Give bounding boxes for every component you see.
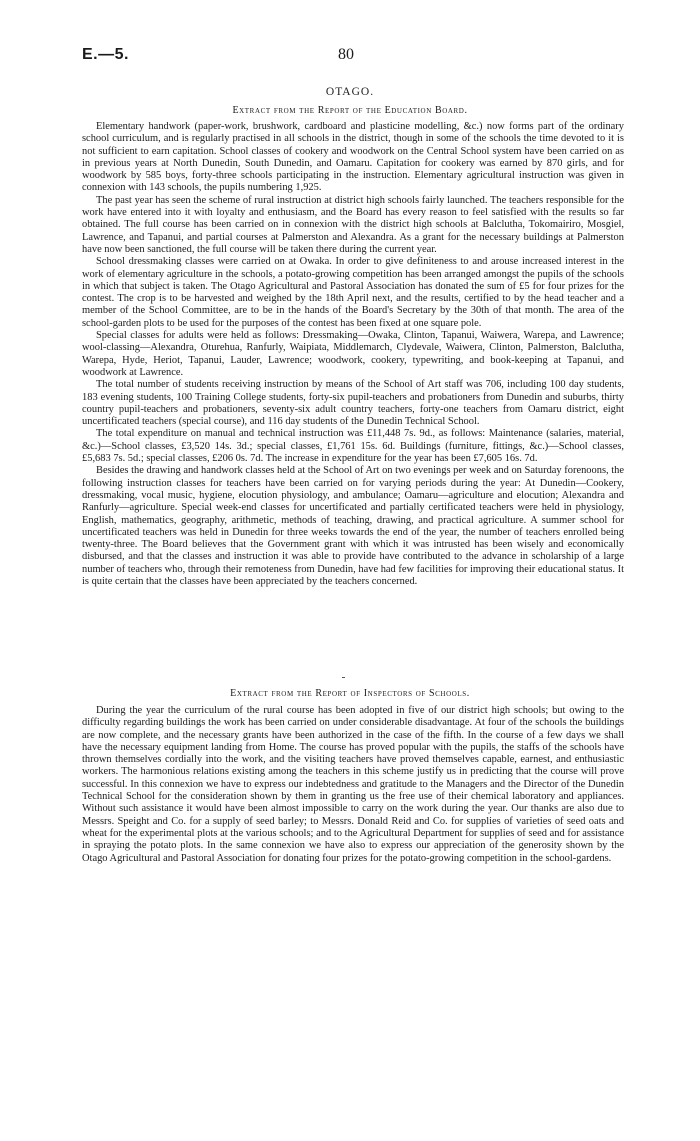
- page-number: 80: [338, 46, 354, 63]
- paragraph: Besides the drawing and handwork classes held at the School of Art on two evenings per week and on Saturday forenoons, the following instruction classes for teachers have been carried on for varying periods during the year: At Dunedin—Cookery, dressmaking, vocal music, hygiene, elocution physiology, and ambulance; Oamaru—agriculture and elocution; Alexandra and Ranfurly—agriculture. Special week-end classes for uncertificated and partially certificated teachers were held in physiology, English, mathematics, geography, arithmetic, methods of teaching, drawing, and practical agriculture. A summer school for uncertificated teachers was held in Dunedin for three weeks towards the end of the year, the number of teachers enrolled being twenty-three. The Board believes that the Government grant with which it was intrusted has been wisely and economically disbursed, and that the classes and instruction it was able to provide have contributed to the advance in scholarship of a large number of teachers who, through their remoteness from Dunedin, have had few facilities for improving their educational status. It is quite certain that the classes have been appreciated by the teachers concerned.: [82, 465, 624, 587]
- board-report-body: [82, 121, 624, 588]
- report-code: E.—5.: [82, 46, 129, 63]
- section-title: OTAGO.: [325, 86, 375, 98]
- board-report-heading: Extract from the Report of the Education Board.: [232, 105, 468, 116]
- paragraph: The past year has seen the scheme of rural instruction at district high schools fairly launched. The teachers responsible for the work have entered into it with loyalty and enthusiasm, and the Board has every reason to feel satisfied with the results so far obtained. The full course has been carried on in connexion with the district high schools at Balclutha, Tokomairiro, Mosgiel, Lawrence, and Tapanui, and partial courses at Palmerston and Alexandra. As a grant for the necessary buildings at Palmerston have now been sanctioned, the full course will be taken there during the current year.: [82, 194, 624, 255]
- inspectors-report-body: [82, 705, 624, 865]
- paragraph: Special classes for adults were held as follows: Dressmaking—Owaka, Clinton, Tapanui, Waiwera, Warepa, and Lawrence; wool-classing—Alexandra, Oturehua, Ranfurly, Waipiata, Middlemarch, Clydevale, Waiwera, Clinton, Palmerston, Balclutha, Warepa, Hyde, Heriot, Tapanui, Lauder, Lawrence; woodwork, cookery, typewriting, and book-keeping at Tapanui, and woodwork at Lawrence.: [82, 330, 624, 378]
- section-divider-mark: [342, 677, 345, 678]
- paragraph: The total expenditure on manual and technical instruction was £11,448 7s. 9d., as follows: Maintenance (salaries, material, &c.)—School classes, £3,520 14s. 3d.; special classes, £1,761 15s. 6d. Buildings (furniture, fittings, &c.)—School classes, £5,683 7s. 5d.; special classes, £206 0s. 7d. The increase in expenditure for the year has been £7,605 16s. 7d.: [82, 428, 624, 465]
- paragraph: Elementary handwork (paper-work, brushwork, cardboard and plasticine modelling, &c.) now forms part of the ordinary school curriculum, and is regularly practised in all schools in the district, though in some of the schools the time devoted to it is not sufficient to earn capitation. School classes of cookery and woodwork on the Central School system have been carried on as in previous years at North Dunedin, South Dunedin, and Oamaru. Capitation for cookery was earned by 870 girls, and for woodwork by 585 boys, forty-three schools participating in the instruction. Elementary agricultural instruction was given in connexion with 143 schools, the pupils numbering 1,925.: [82, 121, 624, 194]
- paragraph: During the year the curriculum of the rural course has been adopted in five of our district high schools; but owing to the difficulty regarding buildings the work has been carried on under considerable disadvantage. At four of the schools the buildings are now complete, and the necessary grants have been authorized in the case of the fifth. In the course of a few days we shall have the necessary equipment landing from Home. The course has proved popular with the pupils, the staffs of the schools have thrown themselves cordially into the work, and the visiting teachers have proved themselves capable, earnest, and enthusiastic workers. The harmonious relations existing among the teachers in this scheme justify us in predicting that the course will prove successful. In this connexion we have to express our indebtedness and gratitude to the Managers and the Director of the Dunedin Technical School for the consideration shown by them in granting us the free use of their chemical laboratory and appliances. Without such assistance it would have been almost impossible to carry on the work during the year. Our thanks are also due to Messrs. Speight and Co. for a supply of seed barley; to Messrs. Donald Reid and Co. for supplies of varieties of seed oats and wheat for the experimental plots at the various schools; and to the Agricultural Department for supplies of seed and for assistance in spraying the potato plots. In the same connexion we have also to express our appreciation of the generosity shown by the Otago Agricultural and Pastoral Association for donating four prizes for the potato-growing competition in the school-gardens.: [82, 705, 624, 864]
- inspectors-report-heading: Extract from the Report of Inspectors of Schools.: [230, 688, 470, 699]
- paragraph: The total number of students receiving instruction by means of the School of Art staff was 706, including 100 day students, 183 evening students, 100 Training College students, forty-six pupil-teachers and probationers from Dunedin and suburbs, thirty country pupil-teachers and probationers, seventy-six adult country teachers, forty-one teachers from Oamaru district, eight uncertificated teachers (special course), and 116 day students of the Dunedin Technical School.: [82, 379, 624, 428]
- paragraph: School dressmaking classes were carried on at Owaka. In order to give definiteness to and arouse increased interest in the work of elementary agriculture in the schools, a potato-growing competition has been arranged amongst the pupils of the schools in which that subject is taken. The Otago Agricultural and Pastoral Association has donated the sum of £5 for four prizes for the contest. The crop is to be harvested and weighed by the 18th April next, and the results, certified to by the head teacher and a member of the School Committee, are to be in the hands of the Board's Secretary by the 30th of that month. The area of the school-garden plots to be used for the purposes of the contest has been fixed at one square pole.: [82, 256, 624, 329]
